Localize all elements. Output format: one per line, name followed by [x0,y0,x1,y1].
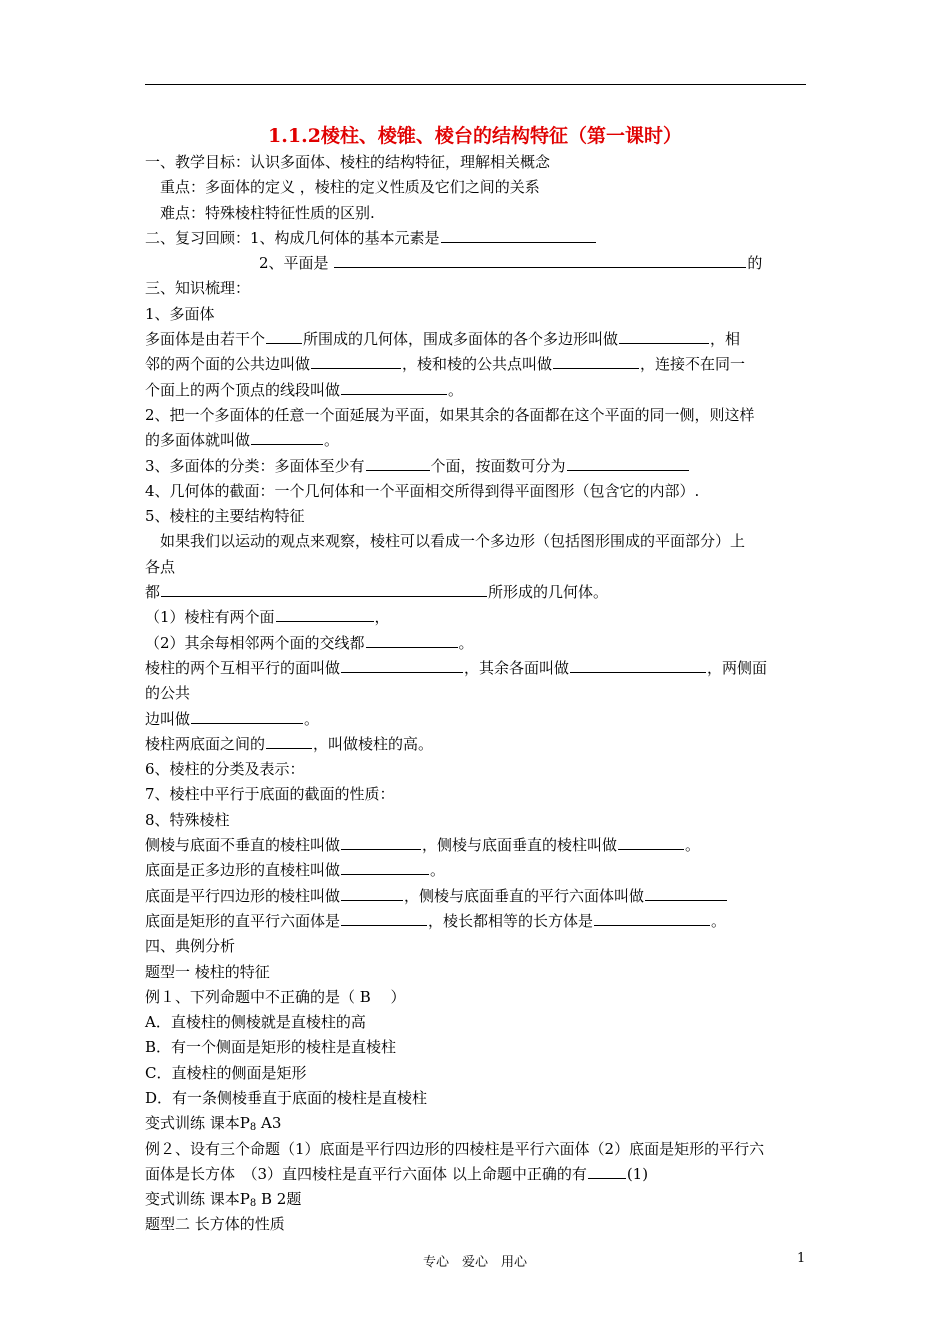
text: ，棱和棱的公共点叫做 [402,355,553,374]
text: 棱柱两底面之间的 [145,734,266,753]
objective-key: 重点：多面体的定义 ，棱柱的定义性质及它们之间的关系 [160,178,540,197]
text: 。 [685,836,701,855]
convex-polyhedron-line1: 2、把一个多面体的任意一个面延展为平面，如果其余的各面都在这个平面的同一侧，则这样 [145,405,755,424]
review-q2-end: 的 [747,254,763,273]
review-q2 [145,251,810,276]
answer-blank[interactable] [191,708,303,724]
text: 所形成的几何体。 [488,583,609,602]
answer-blank[interactable] [276,606,374,622]
header-rule [145,84,806,85]
answer-blank[interactable] [594,910,710,926]
answer-blank[interactable] [570,657,706,673]
answer-blank[interactable] [341,859,429,875]
text: 变式训练 课本P [145,1190,250,1209]
text: A3 [256,1114,282,1133]
text: ，侧棱与底面垂直的平行六面体叫做 [404,886,645,905]
text: 。 [430,861,446,880]
answer-blank[interactable] [311,353,401,369]
answer-blank[interactable] [567,455,689,471]
special-prism-line1 [145,833,810,858]
polyhedron-def-line1 [145,327,810,352]
examples-heading: 四、典例分析 [145,937,236,956]
text: 。 [324,431,340,450]
text: ，叫做棱柱的高。 [313,734,434,753]
polyhedron-def-line3 [145,378,810,403]
prism-motion-line3 [145,580,810,605]
answer-blank[interactable] [341,379,447,395]
text: 。 [448,380,464,399]
prism-motion-line1: 如果我们以运动的观点来观察，棱柱可以看成一个多边形（包括图形围成的平面部分）上 [160,532,746,551]
polyhedron-classification [145,454,810,479]
text: ， [374,608,390,627]
text: 邻的两个面的公共边叫做 [145,355,311,374]
answer-blank[interactable] [645,885,727,901]
text: 所围成的几何体，围成多面体的各个多边形叫做 [303,330,619,349]
text: B 2题 [256,1190,302,1209]
objective-difficulty: 难点：特殊棱柱特征性质的区别. [160,203,375,222]
text: 底面是矩形的直平行六面体是 [145,911,341,930]
option-b: B．有一个侧面是矩形的棱柱是直棱柱 [145,1038,397,1057]
text: ，侧棱与底面垂直的棱柱叫做 [422,836,618,855]
text: 个面上的两个顶点的线段叫做 [145,380,341,399]
answer-blank[interactable] [251,429,323,445]
answer-blank[interactable] [266,328,302,344]
document-body [145,150,810,1238]
text: ，棱长都相等的长方体是 [428,911,594,930]
example-1: 例１、下列命题中不正确的是（ B ） [145,987,406,1006]
answer-blank[interactable] [334,252,746,268]
text: ，其余各面叫做 [464,658,570,677]
page-number: 1 [797,1251,806,1266]
option-a: A．直棱柱的侧棱就是直棱柱的高 [145,1013,366,1032]
prism-property-1 [145,605,810,630]
cross-section-def: 4、几何体的截面：一个几何体和一个平面相交所得到得平面图形（包含它的内部）. [145,481,700,500]
section-6-heading: 6、棱柱的分类及表示： [145,760,305,779]
text: 的多面体就叫做 [145,431,251,450]
special-prism-line3 [145,884,810,909]
text: 侧棱与底面不垂直的棱柱叫做 [145,836,341,855]
objective-goal: 一、教学目标：认识多面体、棱柱的结构特征，理解相关概念 [145,153,551,171]
special-prism-line2 [145,858,810,883]
variant-training-2 [145,1187,810,1212]
convex-polyhedron-line2 [145,428,810,453]
text: 面体是长方体 （3）直四棱柱是直平行六面体 以上命题中正确的有 [145,1164,587,1183]
prism-motion-line2: 各点 [145,557,176,576]
text: 。 [711,911,727,930]
text: 。 [304,709,320,728]
variant-training-1 [145,1111,810,1136]
polyhedron-def-line2 [145,352,810,377]
text: 多面体是由若干个 [145,330,266,349]
text: 底面是正多边形的直棱柱叫做 [145,861,341,880]
text: 个面，按面数可分为 [430,456,566,475]
text: （2）其余每相邻两个面的交线都 [145,633,365,652]
special-prism-line4 [145,909,810,934]
text: ，相 [710,330,741,349]
answer-blank[interactable] [588,1163,626,1179]
answer-blank[interactable] [366,632,458,648]
answer-blank[interactable] [341,910,427,926]
example-2-line2 [145,1162,810,1187]
answer-blank[interactable] [341,834,421,850]
section-5-heading: 5、棱柱的主要结构特征 [145,507,305,526]
text: 边叫做 [145,709,191,728]
text: 变式训练 课本P [145,1114,250,1133]
answer-blank[interactable] [366,455,430,471]
answer-blank[interactable] [161,581,487,597]
option-c: C．直棱柱的侧面是矩形 [145,1063,307,1082]
prism-property-2 [145,631,810,656]
text: 都 [145,583,161,602]
section-8-heading: 8、特殊棱柱 [145,810,230,829]
section-1-heading: 1、多面体 [145,304,215,323]
text: （1）棱柱有两个面 [145,608,275,627]
text: ，连接不在同一 [640,355,746,374]
review-q2-text: 2、平面是 [259,254,329,273]
knowledge-heading: 三、知识梳理： [145,279,251,298]
question-type-2: 题型二 长方体的性质 [145,1215,285,1234]
answer-blank[interactable] [553,353,639,369]
answer-blank[interactable] [341,657,463,673]
option-d: D．有一条侧棱垂直于底面的棱柱是直棱柱 [145,1088,428,1107]
answer-blank[interactable] [441,227,596,243]
section-7-heading: 7、棱柱中平行于底面的截面的性质： [145,785,395,804]
answer-blank[interactable] [619,328,709,344]
prism-faces-line1 [145,656,810,681]
page-title: 1.1.2棱柱、棱锥、棱台的结构特征（第一课时） [268,125,682,147]
prism-faces-line3 [145,707,810,732]
question-type-1: 题型一 棱柱的特征 [145,962,270,981]
answer-blank[interactable] [341,885,403,901]
text: (1) [626,1164,649,1183]
text: 棱柱的两个互相平行的面叫做 [145,658,341,677]
text: 3、多面体的分类：多面体至少有 [145,456,365,475]
text: ，两侧面 [707,658,768,677]
text: 底面是平行四边形的棱柱叫做 [145,886,341,905]
page-subscript: 8 [249,1122,257,1134]
text: 。 [458,633,474,652]
answer-blank[interactable] [266,733,312,749]
footer-text: 专心 爱心 用心 [422,1255,527,1270]
answer-blank[interactable] [618,834,684,850]
example-2-line1: 例２、设有三个命题（1）底面是平行四边形的四棱柱是平行六面体（2）底面是矩形的平行六 [145,1139,765,1158]
page-subscript: 8 [249,1198,257,1210]
review-q1 [145,226,810,251]
review-q1-text: 二、复习回顾：1、构成几何体的基本元素是 [145,228,440,247]
prism-faces-line2: 的公共 [145,684,191,703]
prism-height-def [145,732,810,757]
